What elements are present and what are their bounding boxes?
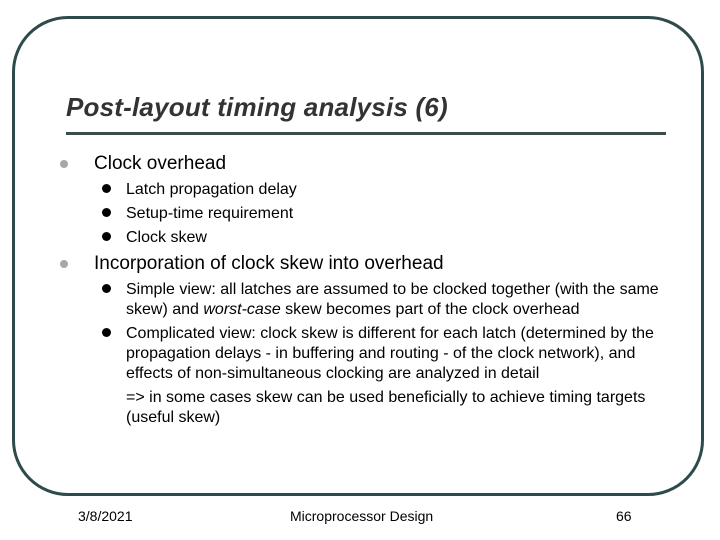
sub-bullet-text: Setup-time requirement: [126, 205, 294, 222]
list-item: [60, 204, 670, 224]
bullet-dot-icon: [102, 328, 111, 337]
bullet-group-clock-overhead: [60, 152, 670, 248]
page-number: 66: [616, 508, 632, 524]
bullet-dot-icon: [102, 208, 111, 217]
sub-bullet-text: Latch propagation delay: [126, 181, 297, 198]
slide-title: Post-layout timing analysis (6): [66, 92, 448, 122]
bullet-dot-icon: [60, 260, 68, 268]
list-item: [60, 228, 670, 248]
continuation-text: => in some cases skew can be used beneficially to achieve timing targets (useful skew): [126, 389, 646, 426]
footer-date: 3/8/2021: [78, 508, 133, 524]
bullet-dot-icon: [102, 232, 111, 241]
sub-bullet-text: Complicated view: clock skew is different for each latch (determined by the propagation delays - in buffering and routing - of the clock network), and effects of non-simultaneous clocking are analyzed in detail: [126, 325, 654, 382]
sub-bullet-text-part: Simple view: all latches are assumed to be clocked together (with the same skew) and: [126, 281, 659, 318]
footer-title: Microprocessor Design: [290, 508, 434, 524]
list-item: [60, 152, 670, 176]
sub-bullet-text: [126, 281, 659, 318]
slide-content: [60, 150, 670, 428]
bullet-text: Clock overhead: [94, 153, 227, 174]
sub-list: [60, 280, 670, 428]
title-underline: [66, 132, 666, 135]
list-item: [60, 324, 670, 384]
bullet-group-clock-skew: [60, 252, 670, 428]
sub-bullet-text: Clock skew: [126, 229, 207, 246]
bullet-dot-icon: [102, 284, 111, 293]
list-item-continuation: [60, 388, 670, 428]
sub-bullet-text-part: skew becomes part of the clock overhead: [280, 301, 580, 318]
list-item: [60, 180, 670, 200]
bullet-text: Incorporation of clock skew into overhead: [94, 253, 444, 274]
bullet-dot-icon: [60, 160, 68, 168]
list-item: [60, 252, 670, 276]
emphasis-text: worst-case: [203, 301, 281, 318]
list-item: [60, 280, 670, 320]
sub-list: [60, 180, 670, 248]
bullet-dot-icon: [102, 184, 111, 193]
